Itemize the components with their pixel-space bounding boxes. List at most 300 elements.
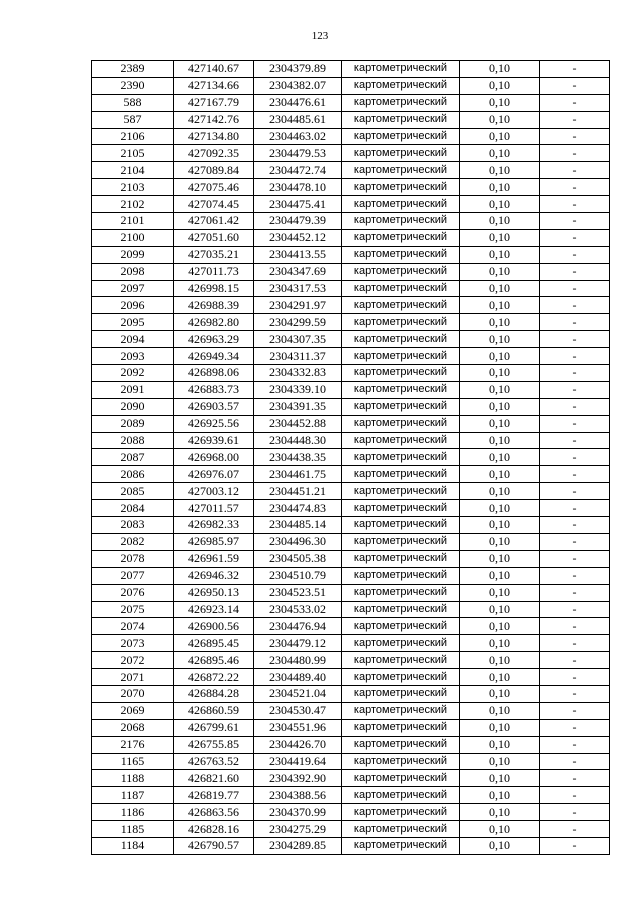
y-coordinate-cell: 2304391.35 — [254, 398, 342, 415]
description-cell: - — [540, 736, 610, 753]
y-coordinate-cell: 2304478.10 — [254, 179, 342, 196]
x-coordinate-cell: 427075.46 — [174, 179, 254, 196]
description-cell: - — [540, 652, 610, 669]
point-number-cell: 588 — [92, 94, 174, 111]
method-cell: картометрический — [342, 348, 460, 365]
method-cell: картометрический — [342, 601, 460, 618]
x-coordinate-cell: 426819.77 — [174, 787, 254, 804]
method-cell: картометрический — [342, 787, 460, 804]
point-number-cell: 2104 — [92, 162, 174, 179]
accuracy-cell: 0,10 — [460, 94, 540, 111]
description-cell: - — [540, 61, 610, 78]
table-row — [92, 753, 610, 770]
table-row — [92, 635, 610, 652]
method-cell: картометрический — [342, 432, 460, 449]
method-cell: картометрический — [342, 61, 460, 78]
method-cell: картометрический — [342, 213, 460, 230]
table-row — [92, 466, 610, 483]
table-row — [92, 381, 610, 398]
description-cell: - — [540, 246, 610, 263]
x-coordinate-cell: 427142.76 — [174, 111, 254, 128]
x-coordinate-cell: 426946.32 — [174, 567, 254, 584]
description-cell: - — [540, 196, 610, 213]
table-row — [92, 398, 610, 415]
point-number-cell: 1187 — [92, 787, 174, 804]
method-cell: картометрический — [342, 179, 460, 196]
description-cell: - — [540, 297, 610, 314]
accuracy-cell: 0,10 — [460, 753, 540, 770]
accuracy-cell: 0,10 — [460, 736, 540, 753]
table-row — [92, 787, 610, 804]
point-number-cell: 2082 — [92, 533, 174, 550]
y-coordinate-cell: 2304289.85 — [254, 837, 342, 854]
table-row — [92, 517, 610, 534]
table-row — [92, 179, 610, 196]
accuracy-cell: 0,10 — [460, 381, 540, 398]
y-coordinate-cell: 2304291.97 — [254, 297, 342, 314]
description-cell: - — [540, 449, 610, 466]
x-coordinate-cell: 426828.16 — [174, 821, 254, 838]
point-number-cell: 2070 — [92, 685, 174, 702]
accuracy-cell: 0,10 — [460, 61, 540, 78]
y-coordinate-cell: 2304339.10 — [254, 381, 342, 398]
description-cell: - — [540, 753, 610, 770]
description-cell: - — [540, 77, 610, 94]
x-coordinate-cell: 427092.35 — [174, 145, 254, 162]
y-coordinate-cell: 2304533.02 — [254, 601, 342, 618]
accuracy-cell: 0,10 — [460, 365, 540, 382]
accuracy-cell: 0,10 — [460, 297, 540, 314]
point-number-cell: 2098 — [92, 263, 174, 280]
description-cell: - — [540, 94, 610, 111]
point-number-cell: 2083 — [92, 517, 174, 534]
accuracy-cell: 0,10 — [460, 567, 540, 584]
point-number-cell: 1184 — [92, 837, 174, 854]
accuracy-cell: 0,10 — [460, 246, 540, 263]
table-row — [92, 804, 610, 821]
method-cell: картометрический — [342, 804, 460, 821]
point-number-cell: 2100 — [92, 229, 174, 246]
method-cell: картометрический — [342, 381, 460, 398]
table-row — [92, 483, 610, 500]
point-number-cell: 2091 — [92, 381, 174, 398]
x-coordinate-cell: 426872.22 — [174, 669, 254, 686]
accuracy-cell: 0,10 — [460, 685, 540, 702]
accuracy-cell: 0,10 — [460, 837, 540, 854]
x-coordinate-cell: 427134.80 — [174, 128, 254, 145]
point-number-cell: 2097 — [92, 280, 174, 297]
y-coordinate-cell: 2304479.39 — [254, 213, 342, 230]
y-coordinate-cell: 2304299.59 — [254, 314, 342, 331]
point-number-cell: 2074 — [92, 618, 174, 635]
method-cell: картометрический — [342, 314, 460, 331]
y-coordinate-cell: 2304332.83 — [254, 365, 342, 382]
table-row — [92, 584, 610, 601]
point-number-cell: 2089 — [92, 415, 174, 432]
x-coordinate-cell: 426898.06 — [174, 365, 254, 382]
method-cell: картометрический — [342, 618, 460, 635]
point-number-cell: 2093 — [92, 348, 174, 365]
accuracy-cell: 0,10 — [460, 348, 540, 365]
description-cell: - — [540, 804, 610, 821]
coordinates-table — [91, 60, 610, 855]
point-number-cell: 1165 — [92, 753, 174, 770]
method-cell: картометрический — [342, 500, 460, 517]
y-coordinate-cell: 2304452.88 — [254, 415, 342, 432]
point-number-cell: 2088 — [92, 432, 174, 449]
description-cell: - — [540, 145, 610, 162]
accuracy-cell: 0,10 — [460, 652, 540, 669]
accuracy-cell: 0,10 — [460, 821, 540, 838]
y-coordinate-cell: 2304479.12 — [254, 635, 342, 652]
description-cell: - — [540, 432, 610, 449]
point-number-cell: 2106 — [92, 128, 174, 145]
x-coordinate-cell: 427035.21 — [174, 246, 254, 263]
table-row — [92, 145, 610, 162]
accuracy-cell: 0,10 — [460, 179, 540, 196]
method-cell: картометрический — [342, 196, 460, 213]
y-coordinate-cell: 2304521.04 — [254, 685, 342, 702]
y-coordinate-cell: 2304523.51 — [254, 584, 342, 601]
description-cell: - — [540, 669, 610, 686]
x-coordinate-cell: 427140.67 — [174, 61, 254, 78]
method-cell: картометрический — [342, 365, 460, 382]
x-coordinate-cell: 427089.84 — [174, 162, 254, 179]
description-cell: - — [540, 314, 610, 331]
point-number-cell: 2084 — [92, 500, 174, 517]
x-coordinate-cell: 426860.59 — [174, 702, 254, 719]
table-row — [92, 770, 610, 787]
point-number-cell: 2102 — [92, 196, 174, 213]
y-coordinate-cell: 2304311.37 — [254, 348, 342, 365]
description-cell: - — [540, 702, 610, 719]
method-cell: картометрический — [342, 567, 460, 584]
table-row — [92, 500, 610, 517]
x-coordinate-cell: 426988.39 — [174, 297, 254, 314]
x-coordinate-cell: 426976.07 — [174, 466, 254, 483]
point-number-cell: 1188 — [92, 770, 174, 787]
description-cell: - — [540, 601, 610, 618]
x-coordinate-cell: 426863.56 — [174, 804, 254, 821]
accuracy-cell: 0,10 — [460, 331, 540, 348]
accuracy-cell: 0,10 — [460, 770, 540, 787]
y-coordinate-cell: 2304451.21 — [254, 483, 342, 500]
point-number-cell: 2086 — [92, 466, 174, 483]
method-cell: картометрический — [342, 517, 460, 534]
description-cell: - — [540, 533, 610, 550]
y-coordinate-cell: 2304461.75 — [254, 466, 342, 483]
method-cell: картометрический — [342, 550, 460, 567]
description-cell: - — [540, 787, 610, 804]
table-row — [92, 685, 610, 702]
point-number-cell: 1186 — [92, 804, 174, 821]
y-coordinate-cell: 2304392.90 — [254, 770, 342, 787]
point-number-cell: 2069 — [92, 702, 174, 719]
point-number-cell: 2090 — [92, 398, 174, 415]
description-cell: - — [540, 567, 610, 584]
y-coordinate-cell: 2304379.89 — [254, 61, 342, 78]
point-number-cell: 2096 — [92, 297, 174, 314]
description-cell: - — [540, 111, 610, 128]
accuracy-cell: 0,10 — [460, 162, 540, 179]
description-cell: - — [540, 398, 610, 415]
accuracy-cell: 0,10 — [460, 229, 540, 246]
table-row — [92, 246, 610, 263]
table-row — [92, 618, 610, 635]
description-cell: - — [540, 584, 610, 601]
y-coordinate-cell: 2304370.99 — [254, 804, 342, 821]
description-cell: - — [540, 280, 610, 297]
method-cell: картометрический — [342, 331, 460, 348]
method-cell: картометрический — [342, 398, 460, 415]
table-row — [92, 314, 610, 331]
description-cell: - — [540, 365, 610, 382]
x-coordinate-cell: 427074.45 — [174, 196, 254, 213]
point-number-cell: 2095 — [92, 314, 174, 331]
method-cell: картометрический — [342, 449, 460, 466]
table-row — [92, 111, 610, 128]
accuracy-cell: 0,10 — [460, 804, 540, 821]
x-coordinate-cell: 427051.60 — [174, 229, 254, 246]
coordinates-table-body — [92, 61, 610, 855]
x-coordinate-cell: 427061.42 — [174, 213, 254, 230]
description-cell: - — [540, 483, 610, 500]
accuracy-cell: 0,10 — [460, 77, 540, 94]
point-number-cell: 2176 — [92, 736, 174, 753]
method-cell: картометрический — [342, 837, 460, 854]
x-coordinate-cell: 427011.57 — [174, 500, 254, 517]
x-coordinate-cell: 426790.57 — [174, 837, 254, 854]
x-coordinate-cell: 426923.14 — [174, 601, 254, 618]
x-coordinate-cell: 426961.59 — [174, 550, 254, 567]
point-number-cell: 2099 — [92, 246, 174, 263]
y-coordinate-cell: 2304388.56 — [254, 787, 342, 804]
description-cell: - — [540, 348, 610, 365]
y-coordinate-cell: 2304485.14 — [254, 517, 342, 534]
table-row — [92, 736, 610, 753]
accuracy-cell: 0,10 — [460, 196, 540, 213]
description-cell: - — [540, 229, 610, 246]
point-number-cell: 2072 — [92, 652, 174, 669]
description-cell: - — [540, 179, 610, 196]
x-coordinate-cell: 426884.28 — [174, 685, 254, 702]
description-cell: - — [540, 685, 610, 702]
x-coordinate-cell: 426985.97 — [174, 533, 254, 550]
x-coordinate-cell: 426755.85 — [174, 736, 254, 753]
x-coordinate-cell: 426900.56 — [174, 618, 254, 635]
description-cell: - — [540, 213, 610, 230]
point-number-cell: 2077 — [92, 567, 174, 584]
description-cell: - — [540, 500, 610, 517]
x-coordinate-cell: 426963.29 — [174, 331, 254, 348]
y-coordinate-cell: 2304426.70 — [254, 736, 342, 753]
y-coordinate-cell: 2304476.61 — [254, 94, 342, 111]
x-coordinate-cell: 426949.34 — [174, 348, 254, 365]
table-row — [92, 567, 610, 584]
x-coordinate-cell: 427134.66 — [174, 77, 254, 94]
accuracy-cell: 0,10 — [460, 398, 540, 415]
accuracy-cell: 0,10 — [460, 517, 540, 534]
table-row — [92, 229, 610, 246]
method-cell: картометрический — [342, 77, 460, 94]
table-row — [92, 669, 610, 686]
description-cell: - — [540, 331, 610, 348]
y-coordinate-cell: 2304480.99 — [254, 652, 342, 669]
x-coordinate-cell: 426982.33 — [174, 517, 254, 534]
x-coordinate-cell: 426895.45 — [174, 635, 254, 652]
table-row — [92, 77, 610, 94]
accuracy-cell: 0,10 — [460, 669, 540, 686]
point-number-cell: 2101 — [92, 213, 174, 230]
method-cell: картометрический — [342, 719, 460, 736]
method-cell: картометрический — [342, 246, 460, 263]
accuracy-cell: 0,10 — [460, 483, 540, 500]
description-cell: - — [540, 719, 610, 736]
y-coordinate-cell: 2304452.12 — [254, 229, 342, 246]
y-coordinate-cell: 2304307.35 — [254, 331, 342, 348]
description-cell: - — [540, 466, 610, 483]
x-coordinate-cell: 426982.80 — [174, 314, 254, 331]
table-row — [92, 821, 610, 838]
table-row — [92, 263, 610, 280]
point-number-cell: 2087 — [92, 449, 174, 466]
method-cell: картометрический — [342, 736, 460, 753]
method-cell: картометрический — [342, 652, 460, 669]
accuracy-cell: 0,10 — [460, 263, 540, 280]
accuracy-cell: 0,10 — [460, 550, 540, 567]
y-coordinate-cell: 2304463.02 — [254, 128, 342, 145]
description-cell: - — [540, 837, 610, 854]
accuracy-cell: 0,10 — [460, 601, 540, 618]
point-number-cell: 2076 — [92, 584, 174, 601]
y-coordinate-cell: 2304438.35 — [254, 449, 342, 466]
table-row — [92, 652, 610, 669]
table-row — [92, 94, 610, 111]
y-coordinate-cell: 2304474.83 — [254, 500, 342, 517]
description-cell: - — [540, 263, 610, 280]
method-cell: картометрический — [342, 584, 460, 601]
point-number-cell: 2071 — [92, 669, 174, 686]
table-row — [92, 213, 610, 230]
table-row — [92, 128, 610, 145]
y-coordinate-cell: 2304419.64 — [254, 753, 342, 770]
table-row — [92, 365, 610, 382]
table-row — [92, 533, 610, 550]
point-number-cell: 2389 — [92, 61, 174, 78]
x-coordinate-cell: 426950.13 — [174, 584, 254, 601]
method-cell: картометрический — [342, 770, 460, 787]
y-coordinate-cell: 2304476.94 — [254, 618, 342, 635]
y-coordinate-cell: 2304475.41 — [254, 196, 342, 213]
method-cell: картометрический — [342, 111, 460, 128]
point-number-cell: 2085 — [92, 483, 174, 500]
x-coordinate-cell: 426895.46 — [174, 652, 254, 669]
x-coordinate-cell: 426998.15 — [174, 280, 254, 297]
table-row — [92, 601, 610, 618]
x-coordinate-cell: 426903.57 — [174, 398, 254, 415]
accuracy-cell: 0,10 — [460, 280, 540, 297]
table-row — [92, 449, 610, 466]
method-cell: картометрический — [342, 128, 460, 145]
method-cell: картометрический — [342, 669, 460, 686]
accuracy-cell: 0,10 — [460, 500, 540, 517]
accuracy-cell: 0,10 — [460, 584, 540, 601]
x-coordinate-cell: 427003.12 — [174, 483, 254, 500]
x-coordinate-cell: 426939.61 — [174, 432, 254, 449]
page-number: 123 — [311, 30, 329, 42]
method-cell: картометрический — [342, 297, 460, 314]
description-cell: - — [540, 550, 610, 567]
table-row — [92, 348, 610, 365]
accuracy-cell: 0,10 — [460, 145, 540, 162]
method-cell: картометрический — [342, 821, 460, 838]
point-number-cell: 2092 — [92, 365, 174, 382]
point-number-cell: 1185 — [92, 821, 174, 838]
point-number-cell: 2103 — [92, 179, 174, 196]
x-coordinate-cell: 427011.73 — [174, 263, 254, 280]
method-cell: картометрический — [342, 145, 460, 162]
x-coordinate-cell: 426883.73 — [174, 381, 254, 398]
point-number-cell: 2068 — [92, 719, 174, 736]
x-coordinate-cell: 426763.52 — [174, 753, 254, 770]
accuracy-cell: 0,10 — [460, 719, 540, 736]
accuracy-cell: 0,10 — [460, 702, 540, 719]
method-cell: картометрический — [342, 533, 460, 550]
point-number-cell: 2078 — [92, 550, 174, 567]
accuracy-cell: 0,10 — [460, 635, 540, 652]
y-coordinate-cell: 2304489.40 — [254, 669, 342, 686]
method-cell: картометрический — [342, 466, 460, 483]
description-cell: - — [540, 635, 610, 652]
table-row — [92, 702, 610, 719]
table-row — [92, 297, 610, 314]
y-coordinate-cell: 2304551.96 — [254, 719, 342, 736]
x-coordinate-cell: 426968.00 — [174, 449, 254, 466]
accuracy-cell: 0,10 — [460, 466, 540, 483]
point-number-cell: 2073 — [92, 635, 174, 652]
table-row — [92, 719, 610, 736]
description-cell: - — [540, 381, 610, 398]
point-number-cell: 2390 — [92, 77, 174, 94]
accuracy-cell: 0,10 — [460, 787, 540, 804]
description-cell: - — [540, 517, 610, 534]
table-row — [92, 331, 610, 348]
method-cell: картометрический — [342, 685, 460, 702]
point-number-cell: 2075 — [92, 601, 174, 618]
y-coordinate-cell: 2304472.74 — [254, 162, 342, 179]
y-coordinate-cell: 2304382.07 — [254, 77, 342, 94]
x-coordinate-cell: 427167.79 — [174, 94, 254, 111]
method-cell: картометрический — [342, 229, 460, 246]
x-coordinate-cell: 426821.60 — [174, 770, 254, 787]
table-row — [92, 432, 610, 449]
accuracy-cell: 0,10 — [460, 449, 540, 466]
description-cell: - — [540, 128, 610, 145]
method-cell: картометрический — [342, 94, 460, 111]
description-cell: - — [540, 162, 610, 179]
method-cell: картометрический — [342, 263, 460, 280]
description-cell: - — [540, 821, 610, 838]
table-row — [92, 837, 610, 854]
y-coordinate-cell: 2304479.53 — [254, 145, 342, 162]
accuracy-cell: 0,10 — [460, 432, 540, 449]
table-row — [92, 280, 610, 297]
y-coordinate-cell: 2304510.79 — [254, 567, 342, 584]
method-cell: картометрический — [342, 635, 460, 652]
method-cell: картометрический — [342, 162, 460, 179]
y-coordinate-cell: 2304496.30 — [254, 533, 342, 550]
accuracy-cell: 0,10 — [460, 111, 540, 128]
